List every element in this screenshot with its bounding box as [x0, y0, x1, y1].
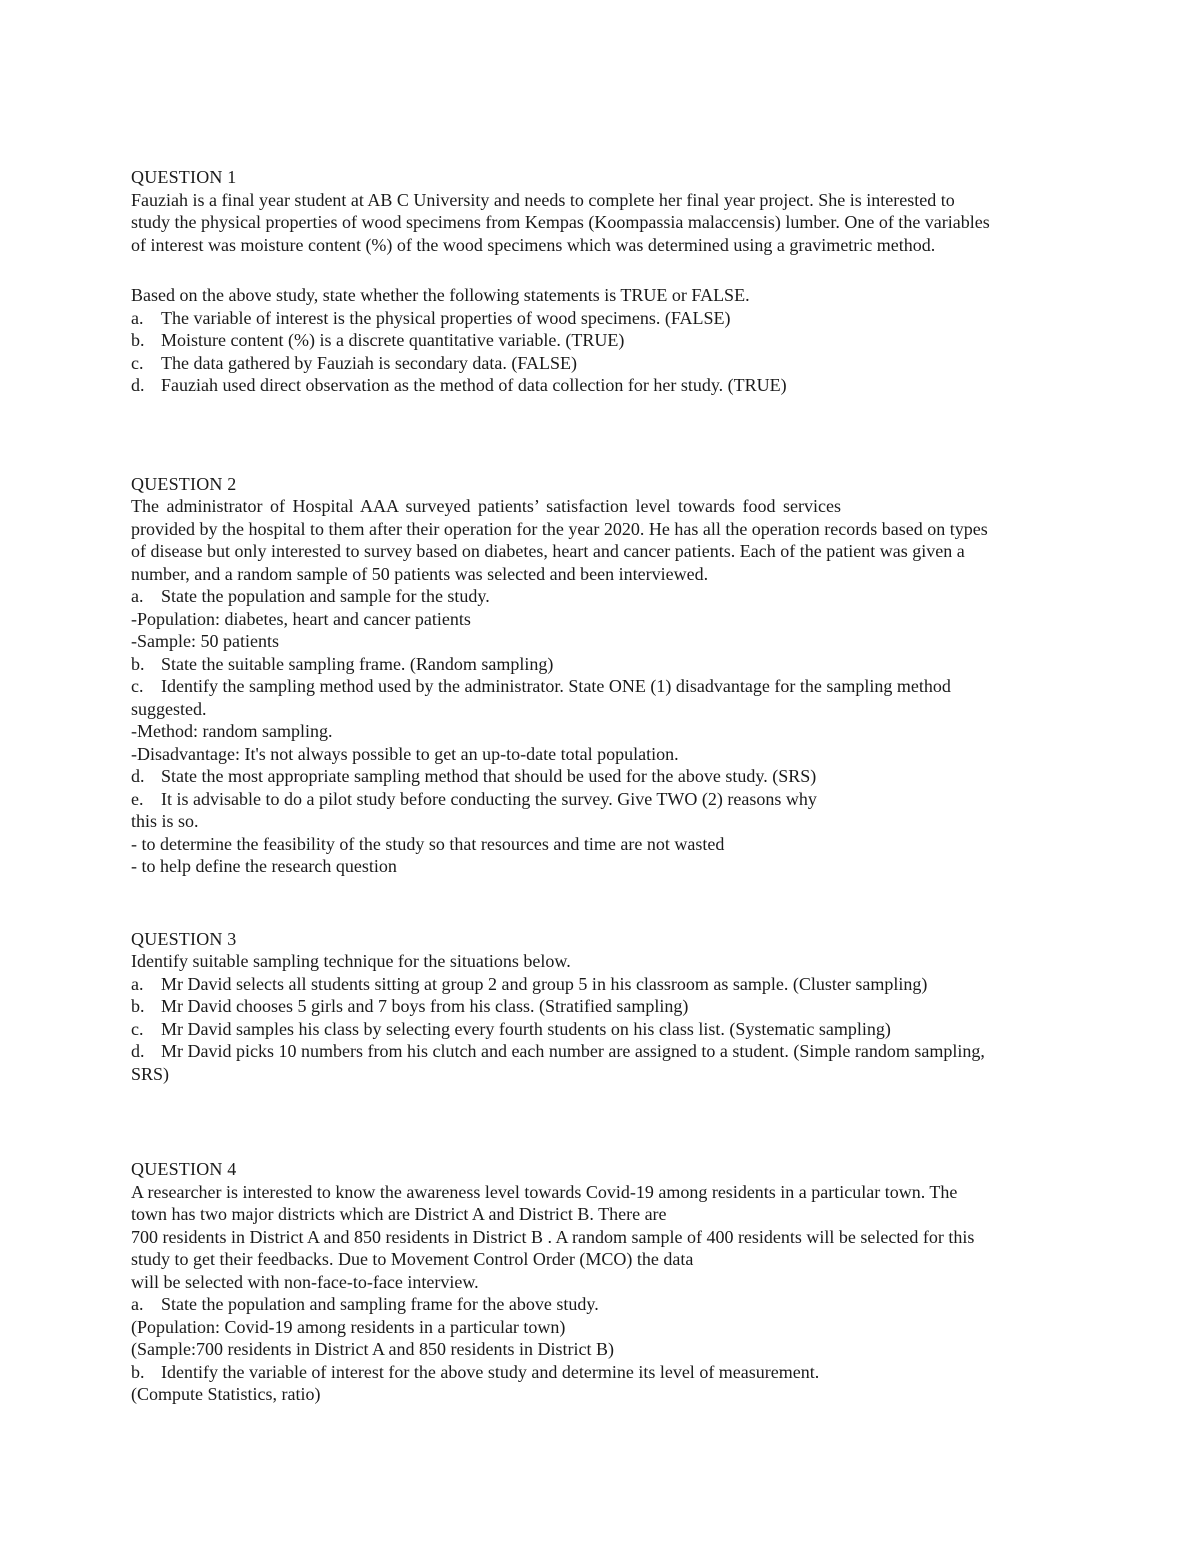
- item-label: d.: [131, 1041, 145, 1061]
- item-text: Fauziah used direct observation as the method of data collection for her study. (TRUE): [161, 375, 787, 395]
- item-text: Mr David chooses 5 girls and 7 boys from his class. (Stratified sampling): [161, 996, 689, 1016]
- item-label: b.: [131, 330, 145, 350]
- item-text: It is advisable to do a pilot study before conducting the survey. Give TWO (2) reasons why: [161, 788, 817, 809]
- answer-line: -Method: random sampling.: [131, 721, 333, 741]
- question-4-intro-line: study to get their feedbacks. Due to Movement Control Order (MCO) the data: [131, 1249, 694, 1269]
- item-continuation: this is so.: [131, 811, 199, 831]
- question-4-item-a: [131, 1293, 1081, 1316]
- question-1-title: QUESTION 1: [131, 167, 237, 187]
- question-2: [131, 473, 1081, 878]
- item-label: c.: [131, 1018, 144, 1039]
- item-text: State the population and sample for the study.: [161, 586, 490, 606]
- question-4: [131, 1158, 1081, 1406]
- question-2-item-c: [131, 675, 1081, 698]
- item-text: State the population and sampling frame for the above study.: [161, 1294, 599, 1314]
- question-4-title: QUESTION 4: [131, 1159, 237, 1179]
- item-text: Mr David selects all students sitting at group 2 and group 5 in his classroom as sample. (Cluster sampling): [161, 973, 928, 994]
- question-2-item-d: [131, 765, 1081, 788]
- item-text: Identify the variable of interest for the above study and determine its level of measurement.: [161, 1361, 820, 1382]
- question-2-item-e: [131, 788, 1081, 811]
- question-3-prompt: Identify suitable sampling technique for the situations below.: [131, 951, 571, 971]
- question-1: [131, 166, 1081, 397]
- question-1-prompt: Based on the above study, state whether the following statements is TRUE or FALSE.: [131, 285, 750, 305]
- question-3-title: QUESTION 3: [131, 928, 237, 949]
- question-3-item-d: [131, 1040, 1081, 1063]
- question-4-intro-line: will be selected with non-face-to-face interview.: [131, 1271, 479, 1292]
- document-page: [131, 166, 1081, 1406]
- item-continuation: suggested.: [131, 698, 207, 719]
- item-text: State the suitable sampling frame. (Random sampling): [161, 653, 554, 674]
- answer-line: -Sample: 50 patients: [131, 631, 279, 651]
- answer-line: - to help define the research question: [131, 856, 397, 876]
- item-label: c.: [131, 352, 144, 373]
- answer-line: -Disadvantage: It's not always possible to get an up-to-date total population.: [131, 743, 679, 764]
- item-label: c.: [131, 676, 144, 696]
- question-1-item-d: [131, 374, 1081, 397]
- item-label: b.: [131, 996, 145, 1016]
- answer-line: -Population: diabetes, heart and cancer patients: [131, 608, 471, 629]
- item-label: a.: [131, 307, 144, 328]
- item-text: The variable of interest is the physical properties of wood specimens. (FALSE): [161, 307, 731, 328]
- answer-line: - to determine the feasibility of the study so that resources and time are not wasted: [131, 833, 725, 854]
- item-label: a.: [131, 973, 144, 994]
- answer-line: (Sample:700 residents in District A and 850 residents in District B): [131, 1339, 614, 1359]
- item-label: b.: [131, 653, 145, 674]
- question-3: [131, 928, 1081, 1086]
- question-1-item-c: [131, 352, 1081, 375]
- question-4-intro-line: 700 residents in District A and 850 residents in District B . A random sample of 400 residents will be selected for this: [131, 1226, 975, 1247]
- question-3-item-c: [131, 1018, 1081, 1041]
- item-label: b.: [131, 1361, 145, 1382]
- item-text: Mr David picks 10 numbers from his clutch and each number are assigned to a student. (Simple random sampling,: [161, 1041, 985, 1061]
- question-3-item-a: [131, 973, 1081, 996]
- question-2-intro-line: provided by the hospital to them after their operation for the year 2020. He has all the operation records based on types: [131, 518, 988, 539]
- question-1-intro-line: of interest was moisture content (%) of the wood specimens which was determined using a gravimetric method.: [131, 234, 936, 255]
- answer-line: (Population: Covid-19 among residents in a particular town): [131, 1316, 566, 1337]
- item-text: Identify the sampling method used by the administrator. State ONE (1) disadvantage for the sampling method: [161, 676, 951, 696]
- question-2-item-b: [131, 653, 1081, 676]
- question-2-intro-line: number, and a random sample of 50 patients was selected and been interviewed.: [131, 563, 709, 584]
- question-1-item-a: [131, 307, 1081, 330]
- question-1-intro-line: Fauziah is a final year student at AB C University and needs to complete her final year project. She is interested to: [131, 189, 955, 210]
- question-2-intro-line: of disease but only interested to survey based on diabetes, heart and cancer patients. Each of the patient was given a: [131, 541, 965, 561]
- item-label: a.: [131, 1294, 144, 1314]
- question-4-intro-line: town has two major districts which are District A and District B. There are: [131, 1204, 667, 1224]
- item-text: State the most appropriate sampling method that should be used for the above study. (SRS): [161, 766, 817, 786]
- item-label: d.: [131, 375, 145, 395]
- item-label: e.: [131, 788, 144, 809]
- question-2-title: QUESTION 2: [131, 473, 237, 494]
- item-label: a.: [131, 586, 144, 606]
- question-4-item-b: [131, 1361, 1081, 1384]
- question-4-intro-line: A researcher is interested to know the awareness level towards Covid-19 among residents in a particular town. The: [131, 1181, 958, 1202]
- question-2-item-a: [131, 585, 1081, 608]
- item-continuation: SRS): [131, 1063, 170, 1084]
- question-1-item-b: [131, 329, 1081, 352]
- question-1-intro-line: study the physical properties of wood specimens from Kempas (Koompassia malaccensis) lumber. One of the variables: [131, 212, 990, 232]
- item-text: Moisture content (%) is a discrete quantitative variable. (TRUE): [161, 330, 625, 350]
- item-label: d.: [131, 766, 145, 786]
- question-2-intro-line: The administrator of Hospital AAA surveyed patients’ satisfaction level towards food services: [131, 496, 841, 516]
- question-3-item-b: [131, 995, 1081, 1018]
- answer-line: (Compute Statistics, ratio): [131, 1384, 321, 1404]
- item-text: The data gathered by Fauziah is secondary data. (FALSE): [161, 352, 578, 373]
- item-text: Mr David samples his class by selecting every fourth students on his class list. (Systematic sampling): [161, 1018, 891, 1039]
